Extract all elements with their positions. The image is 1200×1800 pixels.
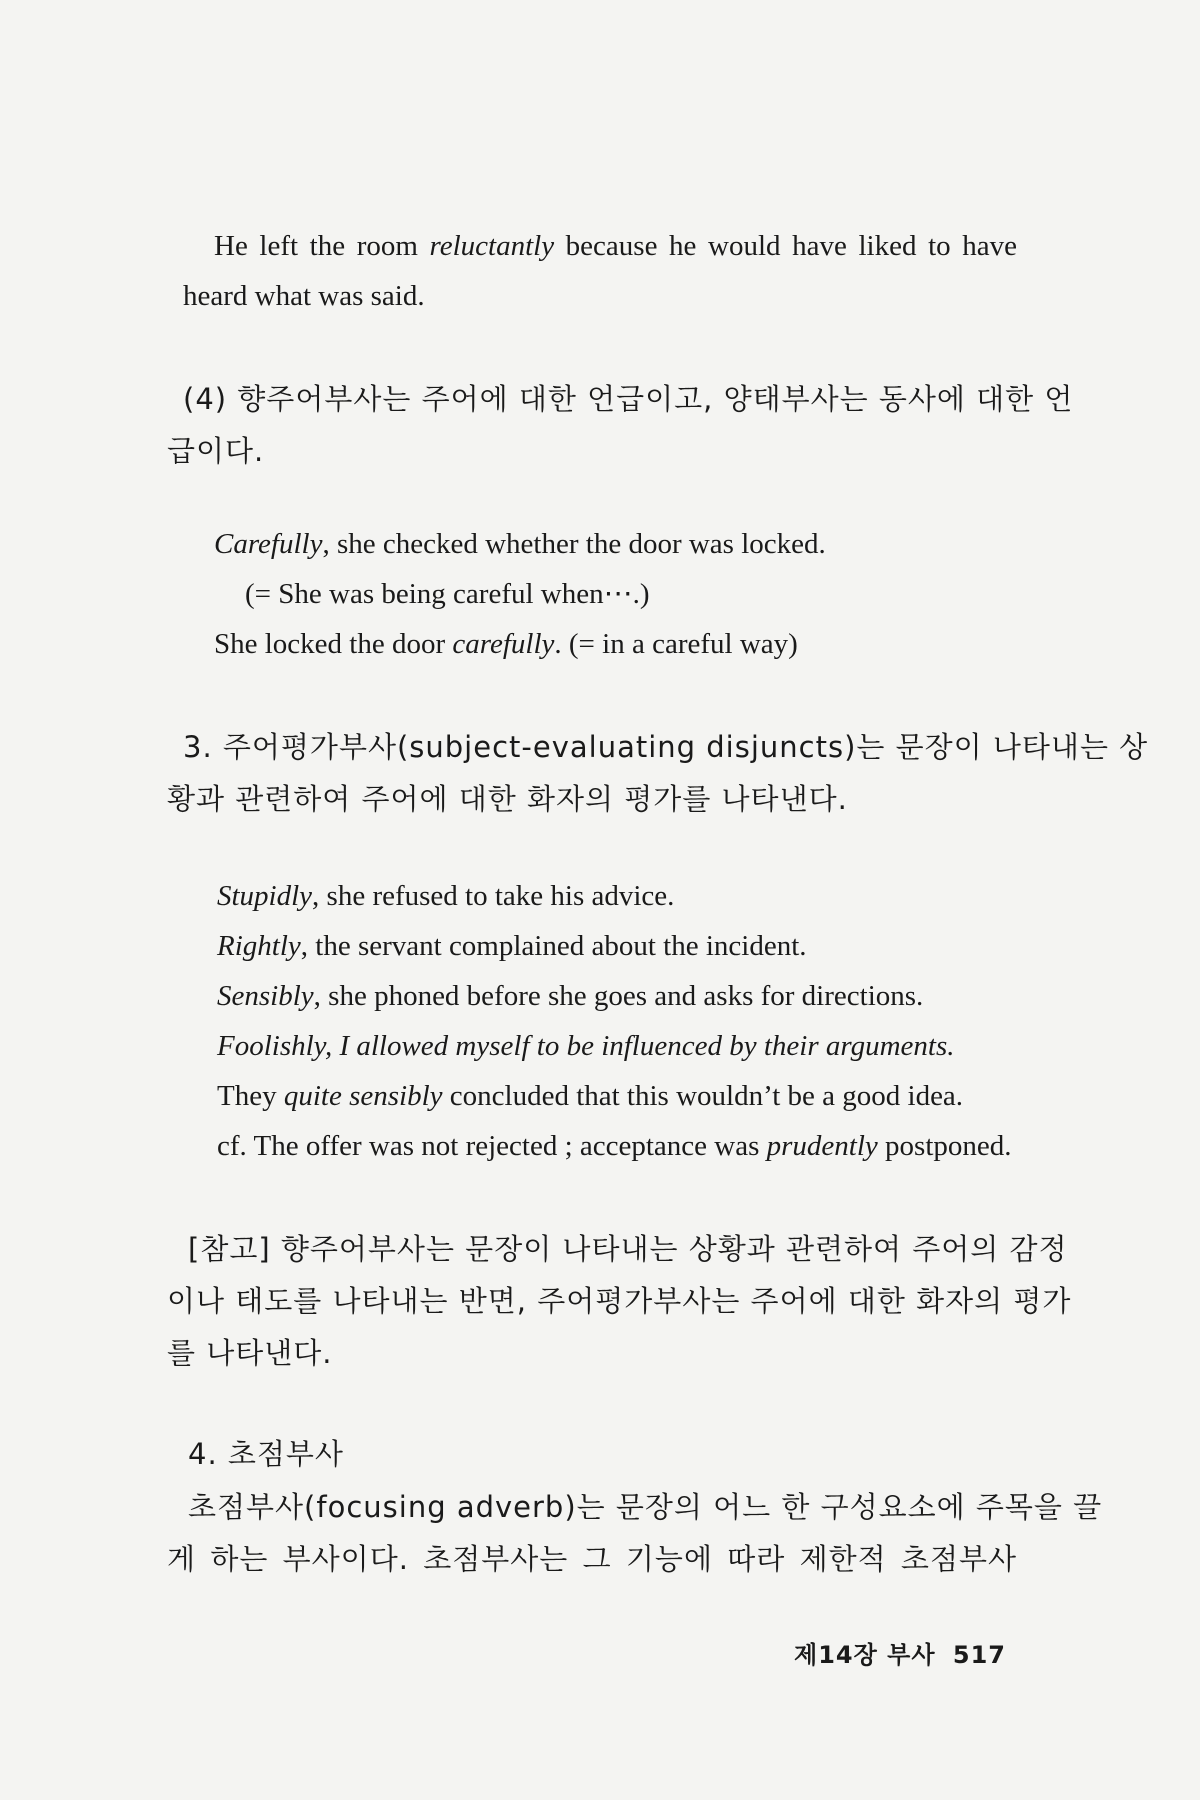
example-text: cf. The offer was not rejected ; acceptance was <box>217 1130 767 1162</box>
section3-line-1: 3. 주어평가부사(subject-evaluating disjuncts)는 문장이 나타내는 상 <box>183 730 1149 764</box>
example-line: (= She was being careful when⋯.) <box>245 578 650 610</box>
example-text: She locked the door <box>214 628 453 660</box>
example-text: , she checked whether the door was locked. <box>322 528 826 560</box>
quote-text: because he would have liked to have <box>554 230 1017 262</box>
example-emphasis: quite sensibly <box>283 1080 443 1112</box>
example-text: . (= in a careful way) <box>554 628 798 660</box>
example-line <box>214 530 826 559</box>
example-line <box>217 1132 1012 1161</box>
example-line <box>214 630 798 659</box>
quote-emphasis: reluctantly <box>429 230 555 262</box>
example-emphasis: Rightly <box>217 930 301 962</box>
section4-title: 4. 초점부사 <box>188 1437 344 1471</box>
example-emphasis: carefully <box>452 628 555 660</box>
note-line-1: [참고] 향주어부사는 문장이 나타내는 상황과 관련하여 주어의 감정 <box>188 1232 1068 1266</box>
quote-line-1 <box>214 232 1017 261</box>
section3-line-2: 황과 관련하여 주어에 대한 화자의 평가를 나타낸다. <box>167 782 848 816</box>
example-emphasis: Foolishly, I allowed myself to be influenced by their arguments. <box>217 1030 955 1062</box>
example-emphasis: Sensibly <box>217 980 314 1012</box>
example-emphasis: Stupidly <box>217 880 313 912</box>
example-line <box>217 1032 955 1061</box>
example-line <box>217 882 674 911</box>
item4-line-1: (4) 향주어부사는 주어에 대한 언급이고, 양태부사는 동사에 대한 언 <box>183 382 1074 416</box>
example-text: , the servant complained about the incident. <box>300 930 807 962</box>
example-line <box>217 982 923 1011</box>
example-text: , she refused to take his advice. <box>312 880 675 912</box>
example-text: , she phoned before she goes and asks for directions. <box>313 980 924 1012</box>
quote-line-2: heard what was said. <box>183 280 425 312</box>
example-text: concluded that this wouldn’t be a good idea. <box>442 1080 964 1112</box>
example-line <box>217 1082 963 1111</box>
note-line-3: 를 나타낸다. <box>167 1336 333 1370</box>
example-text: postponed. <box>877 1130 1012 1162</box>
section4-line-1: 초점부사(focusing adverb)는 문장의 어느 한 구성요소에 주목을 끌 <box>188 1490 1103 1524</box>
example-line <box>217 932 807 961</box>
item4-line-2: 급이다. <box>167 434 265 468</box>
example-emphasis: prudently <box>766 1130 878 1162</box>
example-text: They <box>217 1080 284 1112</box>
example-emphasis: Carefully <box>214 528 323 560</box>
quote-text: He left the room <box>214 230 430 262</box>
page-number: 517 <box>952 1641 1006 1669</box>
chapter-label: 제14장 부사 <box>794 1641 936 1669</box>
note-line-2: 이나 태도를 나타내는 반면, 주어평가부사는 주어에 대한 화자의 평가 <box>167 1284 1072 1318</box>
page-footer <box>794 1643 1006 1667</box>
section4-line-2: 게 하는 부사이다. 초점부사는 그 기능에 따라 제한적 초점부사 <box>167 1542 1017 1576</box>
